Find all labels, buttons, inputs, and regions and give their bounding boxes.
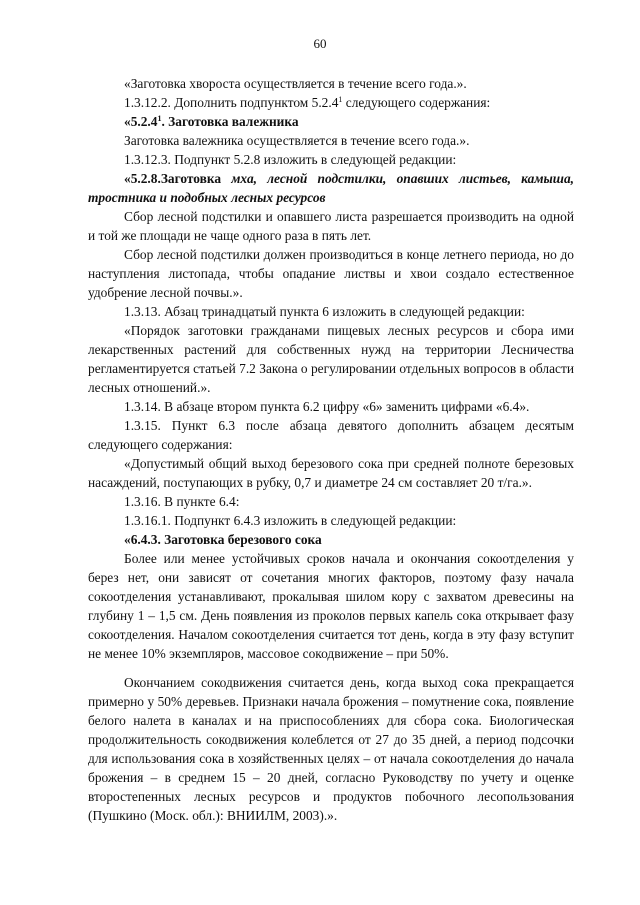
paragraph-13: «Допустимый общий выход березового сока при средней полноте березовых насаждений, поступающих в рубку, 0,7 и диаметре 24 см составляет 20 т/га.». bbox=[88, 456, 574, 490]
paragraph-10: «Порядок заготовки гражданами пищевых лесных ресурсов и сбора ими лекарственных растений для собственных нужд на территории Лесничества регламентируется статьей 7.2 Закона о регулировании отдельных вопросов в области лесных отношений.». bbox=[88, 323, 574, 395]
paragraph-5: 1.3.12.3. Подпункт 5.2.8 изложить в следующей редакции: bbox=[124, 152, 457, 167]
paragraph-2 bbox=[88, 93, 574, 112]
paragraph-7: Сбор лесной подстилки и опавшего листа разрешается производить на одной и той же площади не чаще одного раза в пять лет. bbox=[88, 209, 574, 243]
paragraph-15: 1.3.16.1. Подпункт 6.4.3 изложить в следующей редакции: bbox=[124, 513, 457, 528]
heading-6-4-3: «6.4.3. Заготовка березового сока bbox=[124, 532, 322, 547]
paragraph-8: Сбор лесной подстилки должен производиться в конце летнего периода, но до наступления листопада, чтобы опадание листвы и хвои создало естественное удобрение лесной почвы.». bbox=[88, 247, 574, 300]
heading-5-2-8 bbox=[88, 169, 574, 207]
paragraph-9: 1.3.13. Абзац тринадцатый пункта 6 изложить в следующей редакции: bbox=[124, 304, 525, 319]
document-body bbox=[88, 74, 574, 825]
page-number: 60 bbox=[313, 36, 327, 51]
paragraph-12: 1.3.15. Пункт 6.3 после абзаца девятого дополнить абзацем десятым следующего содержания: bbox=[88, 418, 574, 452]
paragraph-2-tail: следующего содержания: bbox=[342, 95, 491, 110]
paragraph-11: 1.3.14. В абзаце втором пункта 6.2 цифру «6» заменить цифрами «6.4». bbox=[124, 399, 530, 414]
superscript: 1 bbox=[157, 114, 162, 123]
heading-title: . Заготовка валежника bbox=[161, 114, 299, 129]
paragraph-18: Окончанием сокодвижения считается день, когда выход сока прекращается примерно у 50% деревьев. Признаки начала брожения – помутнение сока, появление белого налета в каналах и на приспособлениях для сбора сока. Биологическая продолжительность сокодвижения колеблется от 27 до 35 дней, а период подсочки для использования сока в хозяйственных целях – от начала сокоотделения до начала брожения – в среднем 15 – 20 дней, согласно Руководству по учету и оценке второстепенных лесных ресурсов и продуктов побочного лесопользования (Пушкино (Моск. обл.): ВНИИЛМ, 2003).». bbox=[88, 675, 574, 823]
paragraph-2-text: 1.3.12.2. Дополнить подпунктом 5.2.4 bbox=[124, 95, 339, 110]
paragraph-4: Заготовка валежника осуществляется в течение всего года.». bbox=[124, 133, 470, 148]
superscript: 1 bbox=[338, 95, 343, 104]
heading-5-2-4 bbox=[88, 112, 574, 131]
heading-title: мха, лесной подстилки, опавших листьев, камыша, тростника и подобных лесных ресурсов bbox=[88, 171, 574, 205]
heading-number: «5.2.4 bbox=[124, 114, 158, 129]
paragraph-14: 1.3.16. В пункте 6.4: bbox=[124, 494, 240, 509]
paragraph-1: «Заготовка хвороста осуществляется в течение всего года.». bbox=[124, 76, 467, 91]
heading-number: «5.2.8.Заготовка bbox=[124, 171, 222, 186]
paragraph-17: Более или менее устойчивых сроков начала и окончания сокоотделения у берез нет, они зависят от сочетания многих факторов, поэтому фазу начала сокоотделения устанавливают, прокалывая шилом кору с захватом древесины на глубину 1 – 1,5 см. День появления из проколов первых капель сока открывает фазу сокоотделения. Началом сокоотделения считается тот день, когда в эту фазу вступит не менее 10% экземпляров, массовое сокодвижение – при 50%. bbox=[88, 551, 574, 661]
